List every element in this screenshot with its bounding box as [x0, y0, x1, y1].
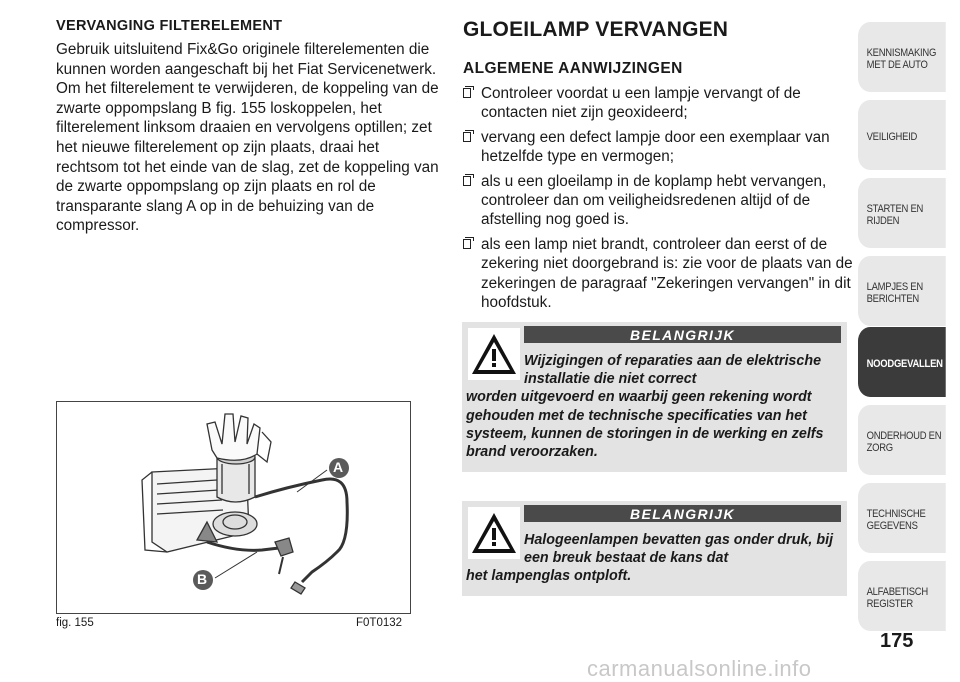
tab-veiligheid[interactable]: VEILIGHEID	[858, 100, 946, 170]
chapter-sidebar	[858, 0, 960, 678]
warning-box-halogen	[462, 501, 847, 596]
section-title-bulb: GLOEILAMP VERVANGEN	[463, 18, 729, 41]
tab-lampjes-en-berichten[interactable]: LAMPJES EN BERICHTEN	[858, 256, 946, 326]
warning-text: Wijzigingen of reparaties aan de elektrische installatie die niet correct worden uitgevoerd en waarbij geen rekening wordt gehouden met de technische specificaties van het systeem, kunnen de storingen in de werking en zelfs brand veroorzaken.	[466, 353, 824, 461]
warning-label: BELANGRIJK	[524, 505, 841, 522]
label-b: B	[197, 571, 208, 587]
figure-code: F0T0132	[356, 617, 403, 629]
tab-noodgevallen[interactable]: NOODGEVALLEN	[858, 327, 946, 397]
instruction-list	[463, 84, 853, 317]
section-heading-filter: VERVANGING FILTERELEMENT	[56, 18, 283, 34]
checkbox-bullet-icon	[463, 239, 471, 249]
warning-box-electrical	[462, 322, 847, 472]
warning-text: Halogeenlampen bevatten gas onder druk, bij een breuk bestaat de kans dat het lampenglas ontploft.	[466, 532, 834, 585]
list-item: als een lamp niet brandt, controleer dan eerst of de zekering niet doorgebrand is: zie voor de plaats van de zekeringen de paragraaf "Zekeringen vervangen" in dit hoofdstuk.	[463, 235, 853, 313]
checkbox-bullet-icon	[463, 132, 471, 142]
list-item: Controleer voordat u een lampje vervangt of de contacten niet zijn geoxideerd;	[463, 84, 853, 123]
watermark: carmanualsonline.info	[587, 656, 812, 681]
compressor-illustration	[57, 402, 410, 613]
tab-onderhoud-en-zorg[interactable]: ONDERHOUD EN ZORG	[858, 405, 946, 475]
list-item: als u een gloeilamp in de koplamp hebt vervangen, controleer dan om veiligheidsredenen altijd of de afstelling nog goed is.	[463, 172, 853, 230]
tab-technische-gegevens[interactable]: TECHNISCHE GEGEVENS	[858, 483, 946, 553]
list-item: vervang een defect lampje door een exemplaar van hetzelfde type en vermogen;	[463, 128, 853, 167]
section-subtitle: ALGEMENE AANWIJZINGEN	[463, 60, 683, 77]
tab-starten-en-rijden[interactable]: STARTEN EN RIJDEN	[858, 178, 946, 248]
figure-caption: fig. 155	[56, 617, 94, 629]
warning-label: BELANGRIJK	[524, 326, 841, 343]
page-number: 175	[880, 630, 914, 652]
tab-kennismaking[interactable]: KENNISMAKING MET DE AUTO	[858, 22, 946, 92]
tab-alfabetisch-register[interactable]: ALFABETISCH REGISTER	[858, 561, 946, 631]
filter-instructions: Gebruik uitsluitend Fix&Go originele filterelementen die kunnen worden aangeschaft bij het Fiat Servicenetwerk. Om het filterelement te verwijderen, de koppeling van de zwarte oppompslang B fig. 155 loskoppelen, het filterelement linksom draaien en vervolgens optillen; zet het nieuwe filterelement op zijn plaats, draai het rechtsom tot het einde van de slag, zet de koppeling van de zwarte oppompslang op zijn plaats en rol de transparante slang A op in de behuizing van de compressor.	[56, 41, 439, 235]
figure-compressor	[56, 401, 411, 614]
label-a: A	[333, 459, 344, 475]
checkbox-bullet-icon	[463, 176, 471, 186]
checkbox-bullet-icon	[463, 88, 471, 98]
